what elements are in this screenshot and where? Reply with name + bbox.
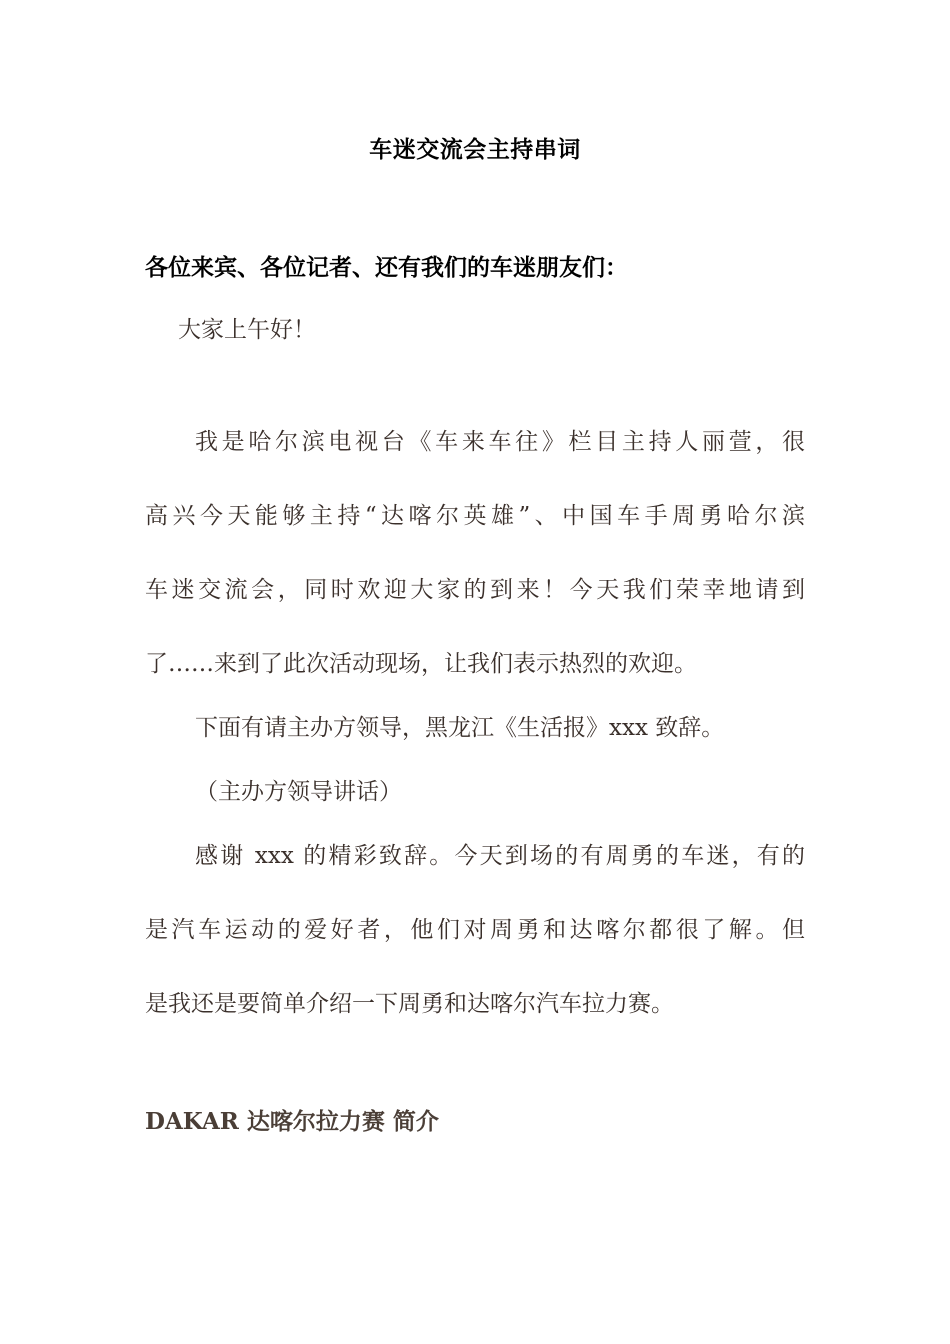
- paragraph-1-line-3: 车迷交流会，同时欢迎大家的到来！今天我们荣幸地请到: [145, 577, 805, 603]
- paragraph-1-line-2: 高兴今天能够主持“达喀尔英雄”、中国车手周勇哈尔滨: [145, 503, 805, 529]
- greeting: 大家上午好！: [178, 317, 316, 343]
- paragraph-1-line-4: 了……来到了此次活动现场，让我们表示热烈的欢迎。: [145, 651, 697, 677]
- paragraph-4-line-2: 是汽车运动的爱好者，他们对周勇和达喀尔都很了解。但: [145, 917, 805, 943]
- paragraph-3: （主办方领导讲话）: [195, 779, 402, 805]
- document-title: 车迷交流会主持串词: [369, 136, 581, 163]
- section-heading: DAKAR 达喀尔拉力赛 简介: [145, 1108, 439, 1135]
- salutation: 各位来宾、各位记者、还有我们的车迷朋友们：: [145, 254, 628, 281]
- paragraph-4-line-1: 感谢 xxx 的精彩致辞。今天到场的有周勇的车迷，有的: [195, 843, 805, 869]
- paragraph-1-line-1: 我是哈尔滨电视台《车来车往》栏目主持人丽萱，很: [195, 429, 805, 455]
- paragraph-4-line-3: 是我还是要简单介绍一下周勇和达喀尔汽车拉力赛。: [145, 991, 674, 1017]
- paragraph-2: 下面有请主办方领导，黑龙江《生活报》xxx 致辞。: [195, 715, 725, 741]
